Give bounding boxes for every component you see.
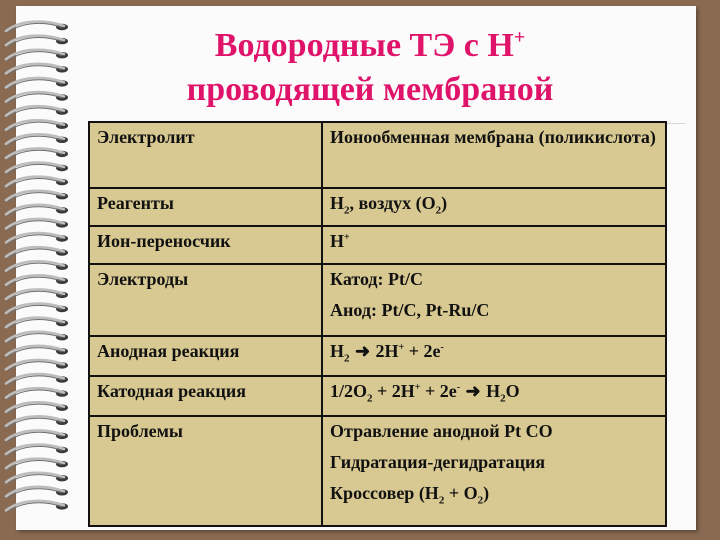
binding-ring: [6, 332, 64, 341]
table-row: [89, 416, 666, 526]
table-row: [89, 122, 666, 188]
row-label: Электролит: [89, 122, 322, 188]
binding-ring: [6, 64, 64, 73]
superscript: +: [344, 232, 350, 243]
title-superscript: +: [513, 26, 526, 49]
row-label: Анодная реакция: [89, 336, 322, 376]
binding-ring: [6, 318, 64, 327]
right-arrow-icon: ➜: [465, 381, 481, 401]
binding-ring: [6, 22, 64, 31]
binding-ring: [6, 275, 64, 284]
binding-ring: [6, 191, 64, 200]
reagent-h: Н: [330, 193, 345, 213]
electrons: + 2е: [404, 341, 441, 361]
table-row: [89, 188, 666, 226]
reagent-end: ): [441, 193, 448, 213]
row-value: [322, 376, 666, 416]
cathode-text: Катод: Pt/C: [330, 269, 424, 289]
binding-ring: [6, 501, 64, 510]
binding-ring: [6, 78, 64, 87]
binding-ring: [6, 430, 64, 439]
electrons: + 2е: [420, 381, 457, 401]
row-value: [322, 264, 666, 336]
binding-ring: [6, 120, 64, 129]
problem-text: Кроссовер (Н: [330, 483, 439, 503]
binding-ring: [6, 304, 64, 313]
problem-text: + О: [444, 483, 478, 503]
binding-ring: [6, 374, 64, 383]
product-end: О: [505, 381, 520, 401]
problem-item: Отравление анодной Pt CO: [330, 421, 553, 441]
problem-text: ): [483, 483, 490, 503]
table-row: [89, 336, 666, 376]
row-label: Реагенты: [89, 188, 322, 226]
row-value: [322, 226, 666, 264]
subscript: 2: [477, 494, 484, 507]
reactant-h: + 2Н: [372, 381, 415, 401]
reactant: 1/2О: [330, 381, 368, 401]
subscript: 2: [344, 352, 350, 365]
binding-ring: [6, 177, 64, 186]
title-line-1-text: Водородные ТЭ с Н: [214, 27, 514, 64]
subscript: 2: [435, 204, 442, 217]
title-line-2: проводящей мембраной: [186, 71, 554, 108]
binding-ring: [6, 148, 64, 157]
binding-ring: [6, 247, 64, 256]
binding-ring: [6, 219, 64, 228]
row-value: [322, 188, 666, 226]
binding-ring: [6, 346, 64, 355]
reagent-air: , воздух (О: [349, 193, 436, 213]
superscript: +: [414, 382, 421, 393]
carrier-ion: Н: [330, 231, 345, 251]
title-line-1: [110, 24, 630, 68]
row-label: Электроды: [89, 264, 322, 336]
subscript: 2: [500, 392, 506, 405]
binding-ring: [6, 134, 64, 143]
table-row: [89, 376, 666, 416]
row-value: Ионообменная мембрана (поликислота): [322, 122, 666, 188]
binding-ring: [6, 163, 64, 172]
binding-ring: [6, 261, 64, 270]
binding-ring: [6, 459, 64, 468]
reactant: Н: [330, 341, 345, 361]
binding-ring: [6, 388, 64, 397]
binding-ring: [6, 487, 64, 496]
superscript: -: [456, 382, 461, 393]
binding-ring: [6, 50, 64, 59]
binding-ring: [6, 360, 64, 369]
binding-ring: [6, 416, 64, 425]
problem-item: Гидратация-дегидратация: [330, 452, 546, 472]
binding-ring: [6, 289, 64, 298]
binding-ring: [6, 445, 64, 454]
row-value: [322, 336, 666, 376]
row-label: Катодная реакция: [89, 376, 322, 416]
product: 2Н: [375, 341, 399, 361]
superscript: +: [398, 342, 405, 353]
product: Н: [486, 381, 501, 401]
row-label: Проблемы: [89, 416, 322, 526]
page-title: [110, 24, 630, 112]
subscript: 2: [438, 494, 445, 507]
binding-ring: [6, 205, 64, 214]
binding-ring: [6, 36, 64, 45]
binding-ring: [6, 92, 64, 101]
spiral-binding-icon: [0, 16, 80, 516]
subscript: 2: [344, 204, 350, 217]
right-arrow-icon: ➜: [354, 341, 371, 361]
binding-ring: [6, 402, 64, 411]
anode-text: Анод: Pt/C, Pt-Ru/C: [330, 300, 490, 320]
table-row: [89, 264, 666, 336]
problem-item: [330, 483, 659, 507]
binding-ring: [6, 473, 64, 482]
row-label: Ион-переносчик: [89, 226, 322, 264]
binding-ring: [6, 106, 64, 115]
properties-table: [88, 121, 667, 527]
row-value: [322, 416, 666, 526]
binding-ring: [6, 233, 64, 242]
subscript: 2: [367, 392, 373, 405]
table-row: [89, 226, 666, 264]
superscript: -: [440, 342, 444, 353]
